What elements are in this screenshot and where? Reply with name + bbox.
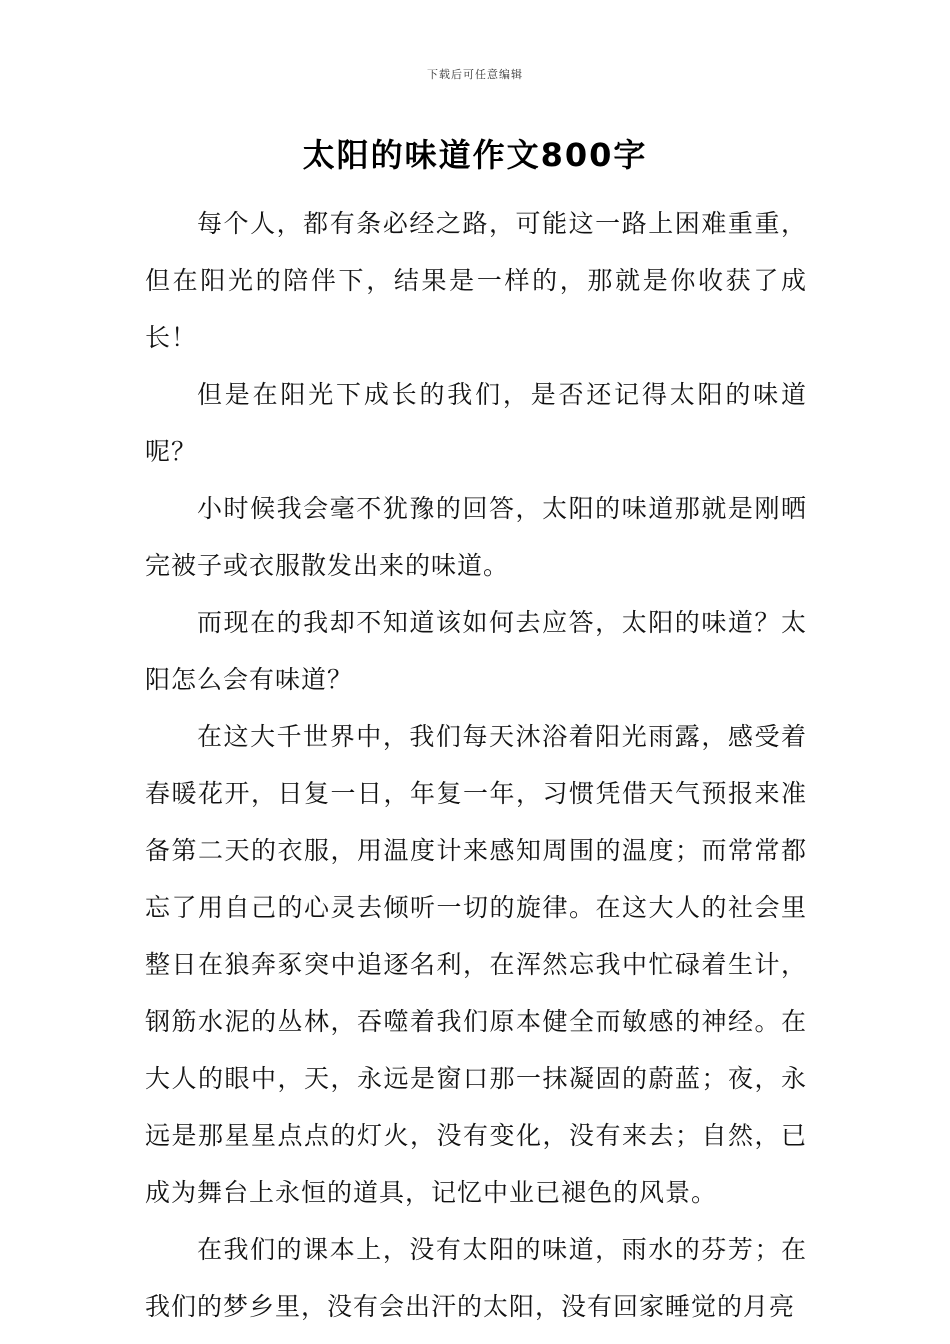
paragraph: 每个人，都有条必经之路，可能这一路上困难重重，但在阳光的陪伴下，结果是一样的，那就是你收获了成长！ bbox=[145, 209, 807, 352]
essay-body bbox=[145, 195, 807, 1335]
paragraph: 在这大千世界中，我们每天沐浴着阳光雨露，感受着春暖花开，日复一日，年复一年，习惯凭借天气预报来准备第二天的衣服，用温度计来感知周围的温度；而常常都忘了用自己的心灵去倾听一切的旋律。在这大人的社会里整日在狼奔豖突中追逐名利，在浑然忘我中忙碌着生计，钢筋水泥的丛林，吞噬着我们原本健全而敏感的神经。在大人的眼中，天，永远是窗口那一抹凝固的蔚蓝；夜，永远是那星星点点的灯火，没有变化，没有来去；自然，已成为舞台上永恒的道具，记忆中业已褪色的风景。 bbox=[145, 722, 807, 1207]
paragraph: 而现在的我却不知道该如何去应答，太阳的味道？太阳怎么会有味道？ bbox=[145, 608, 807, 694]
paragraph: 在我们的课本上，没有太阳的味道，雨水的芬芳；在我们的梦乡里，没有会出汗的太阳，没有回家睡觉的月亮 bbox=[145, 1235, 807, 1321]
page-title: 太阳的味道作文800字 bbox=[302, 136, 648, 174]
paragraph: 小时候我会毫不犹豫的回答，太阳的味道那就是刚晒完被子或衣服散发出来的味道。 bbox=[145, 494, 807, 580]
paragraph: 但是在阳光下成长的我们，是否还记得太阳的味道呢？ bbox=[145, 380, 807, 466]
header-note: 下载后可任意编辑 bbox=[427, 68, 523, 81]
